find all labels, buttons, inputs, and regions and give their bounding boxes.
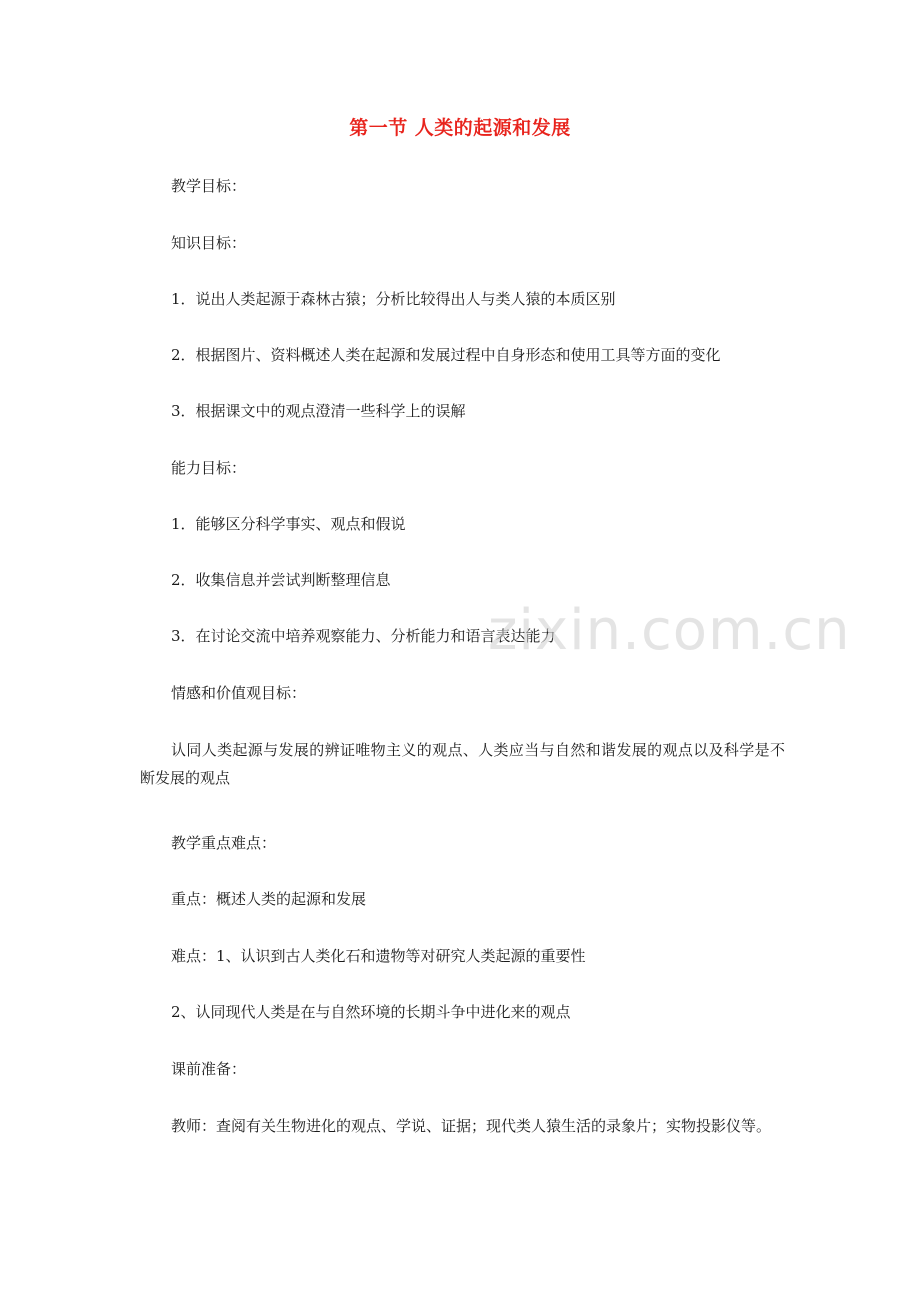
- key-point: 重点：概述人类的起源和发展: [171, 890, 367, 908]
- watermark: zixin.com.cn: [488, 598, 851, 663]
- ability-item-1: 1．能够区分科学事实、观点和假说: [171, 515, 406, 533]
- difficulty-item-1: 难点：1、认识到古人类化石和遗物等对研究人类起源的重要性: [171, 947, 586, 965]
- knowledge-item-2: 2．根据图片、资料概述人类在起源和发展过程中自身形态和使用工具等方面的变化: [171, 346, 721, 364]
- heading-preparation: 课前准备：: [171, 1060, 247, 1078]
- heading-key-points: 教学重点难点：: [171, 834, 277, 852]
- heading-emotion-goals: 情感和价值观目标：: [171, 684, 307, 702]
- document-title: 第一节 人类的起源和发展: [349, 117, 571, 139]
- ability-item-3: 3．在讨论交流中培养观察能力、分析能力和语言表达能力: [171, 627, 556, 645]
- heading-teaching-goals: 教学目标：: [171, 177, 247, 195]
- knowledge-item-3: 3．根据课文中的观点澄清一些科学上的误解: [171, 402, 466, 420]
- ability-item-2: 2．收集信息并尝试判断整理信息: [171, 571, 391, 589]
- heading-knowledge-goals: 知识目标：: [171, 234, 247, 252]
- emotion-goals-paragraph: 认同人类起源与发展的辨证唯物主义的观点、人类应当与自然和谐发展的观点以及科学是不断发展的观点: [140, 741, 785, 787]
- teacher-preparation-paragraph: 教师：查阅有关生物进化的观点、学说、证据；现代类人猿生活的录象片；实物投影仪等。: [171, 1117, 772, 1135]
- knowledge-item-1: 1．说出人类起源于森林古猿；分析比较得出人与类人猿的本质区别: [171, 290, 616, 308]
- difficulty-item-2: 2、认同现代人类是在与自然环境的长期斗争中进化来的观点: [171, 1003, 571, 1021]
- heading-ability-goals: 能力目标：: [171, 459, 247, 477]
